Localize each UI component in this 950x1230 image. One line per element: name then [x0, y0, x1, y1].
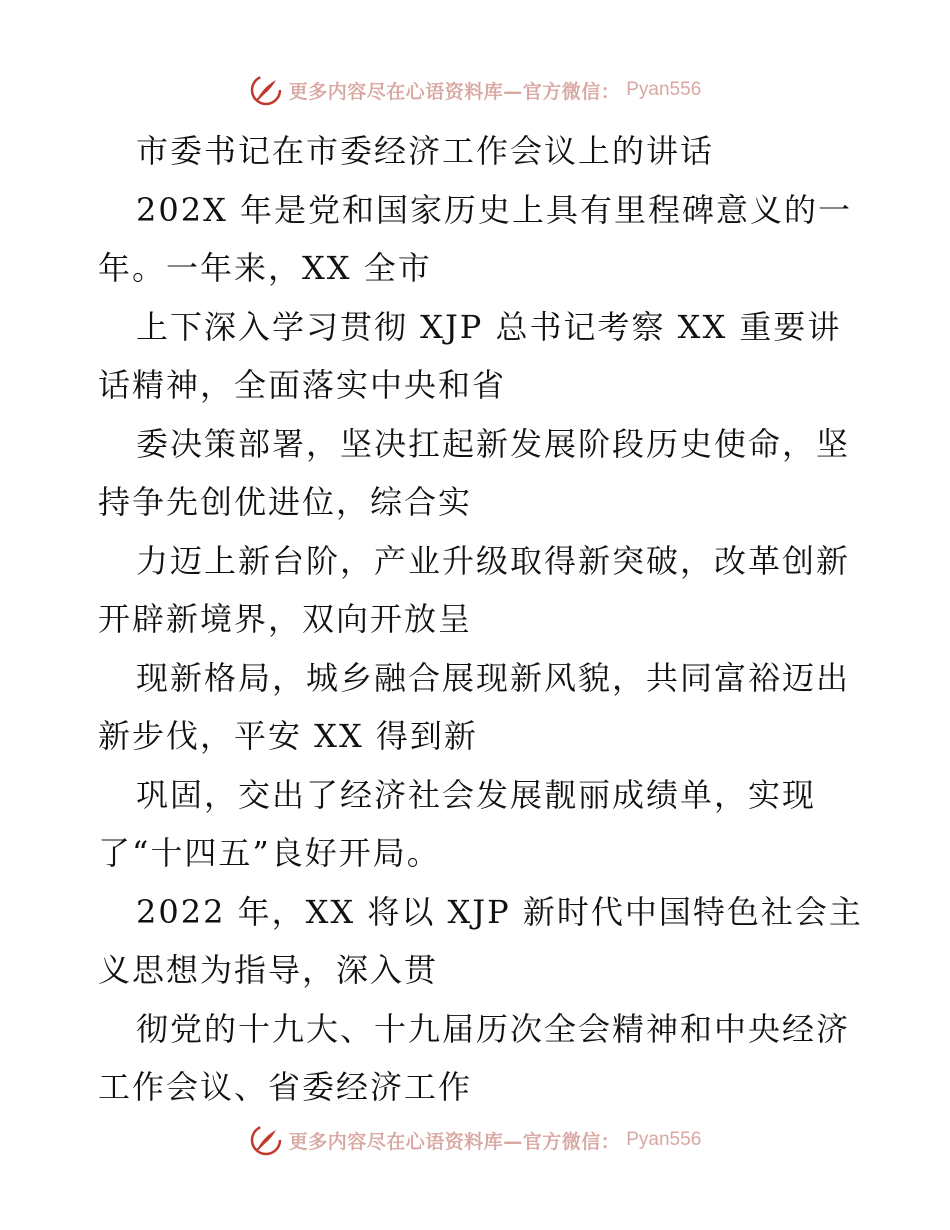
- watermark-text: 更多内容尽在心语资料库—官方微信：: [288, 1130, 621, 1153]
- text-line: 2022 年，XX 将以 XJP 新时代中国特色社会主: [136, 892, 863, 931]
- text-line: 力迈上新台阶，产业升级取得新突破，改革创新: [136, 541, 851, 580]
- feather-pen-logo-icon: [249, 1123, 283, 1157]
- footer-watermark-banner: [0, 1120, 950, 1160]
- document-body: [98, 122, 863, 1117]
- text-line: 工作会议、省委经济工作: [98, 1068, 473, 1106]
- header-watermark-banner: [0, 70, 950, 110]
- text-line: 委决策部署，坚决扛起新发展阶段历史使命，坚: [136, 424, 851, 463]
- text-line: 了“十四五”良好开局。: [98, 834, 441, 872]
- watermark-text: 更多内容尽在心语资料库—官方微信：: [288, 80, 621, 103]
- watermark-wechat-id: Pyan556: [626, 79, 702, 100]
- text-line: 义思想为指导，深入贯: [98, 951, 439, 989]
- text-line: 新步伐，平安 XX 得到新: [98, 717, 478, 755]
- text-line: 持争先创优进位，综合实: [98, 483, 473, 521]
- text-line: 上下深入学习贯彻 XJP 总书记考察 XX 重要讲: [136, 307, 842, 346]
- text-line: 巩固，交出了经济社会发展靓丽成绩单，实现: [136, 775, 817, 814]
- text-line: 现新格局，城乡融合展现新风貌，共同富裕迈出: [136, 658, 851, 697]
- text-line: 年。一年来，XX 全市: [98, 249, 432, 287]
- feather-pen-logo-icon: [249, 73, 283, 107]
- text-line: 开辟新境界，双向开放呈: [98, 600, 473, 638]
- text-line: 彻党的十九大、十九届历次全会精神和中央经济: [136, 1009, 851, 1048]
- watermark-wechat-id: Pyan556: [626, 1129, 702, 1150]
- document-title: 市委书记在市委经济工作会议上的讲话: [136, 132, 715, 170]
- text-line: 202X 年是党和国家历史上具有里程碑意义的一: [136, 190, 853, 229]
- text-line: 话精神，全面落实中央和省: [98, 366, 507, 404]
